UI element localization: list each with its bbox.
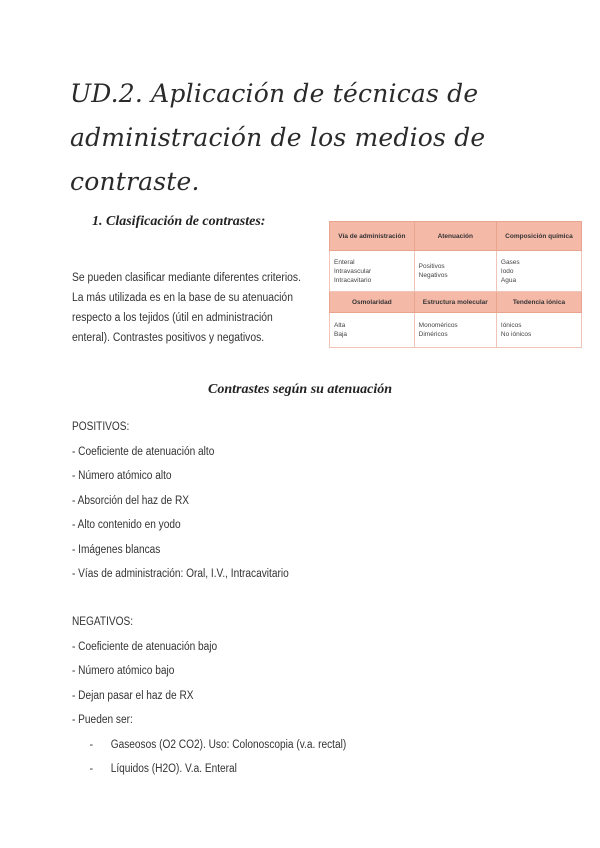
table-header-cell: Osmolaridad: [330, 292, 415, 313]
cell-line: Monoméricos: [418, 322, 458, 329]
table-cell: [330, 313, 415, 348]
sub-list-item: [72, 733, 512, 758]
section-heading-clasificacion: 1. Clasificación de contrastes:: [92, 214, 266, 229]
table-header-cell: Composición química: [496, 222, 581, 251]
cell-line: Enteral: [334, 258, 355, 266]
page-title: UD.2. Aplicación de técnicas de administración de los medios de contraste.: [70, 79, 486, 196]
cell-line: Positivos: [418, 263, 445, 270]
cell-line: Iodo: [500, 267, 514, 275]
list-item: - Coeficiente de atenuación alto: [72, 445, 215, 458]
table-header-row: [330, 292, 582, 313]
list-item: - Alto contenido en yodo: [72, 519, 181, 531]
cell-line: Gases: [500, 258, 520, 266]
list-item: - Imágenes blancas: [72, 543, 161, 556]
cell-line: Baja: [334, 331, 348, 338]
negativos-block: [72, 610, 512, 782]
sub-list-marker: -: [89, 763, 93, 775]
table-cell: [330, 251, 415, 292]
list-item: - Pueden ser:: [72, 714, 133, 726]
section-heading-atenuacion: Contrastes según su atenuación: [208, 382, 392, 397]
list-item: - Número atómico alto: [72, 470, 172, 482]
cell-line: Intravascular: [334, 267, 372, 275]
positivos-list: [72, 440, 512, 587]
cell-line: No iónicos: [500, 331, 532, 338]
table-cell: [414, 313, 496, 348]
table-row: [330, 251, 582, 292]
intro-paragraph: Se pueden clasificar mediante diferentes criterios. La más utilizada es en la base de su atenuación respecto a los tejidos (útil en administración enteral). Contrastes positivos y negativos.: [72, 272, 301, 344]
cell-line: Alta: [334, 322, 346, 329]
cell-line: Negativos: [418, 272, 448, 279]
table-header-cell: Vía de administración: [330, 222, 415, 251]
table-header-cell: Atenuación: [414, 222, 496, 251]
cell-line: Iónicos: [500, 322, 522, 329]
list-item: - Dejan pasar el haz de RX: [72, 689, 194, 702]
sub-list-item: [72, 757, 512, 782]
table-header-cell: Tendencia iónica: [496, 292, 581, 313]
sub-list-marker: -: [89, 738, 93, 751]
table-header-cell: Estructura molecular: [414, 292, 496, 313]
list-item: - Vías de administración: Oral, I.V., Intracavitario: [72, 568, 289, 580]
table-cell: [496, 313, 581, 348]
table-cell: [414, 251, 496, 292]
positivos-label: POSITIVOS:: [72, 421, 130, 433]
cell-line: Intracavitario: [334, 276, 372, 284]
table-cell: [496, 251, 581, 292]
negativos-list: [72, 635, 512, 782]
sub-list-text: Líquidos (H2O). V.a. Enteral: [110, 763, 237, 775]
list-item: - Absorción del haz de RX: [72, 494, 190, 507]
cell-line: Agua: [500, 276, 517, 284]
negativos-label: NEGATIVOS:: [72, 616, 134, 628]
cell-line: Diméricos: [418, 331, 448, 338]
list-item: - Coeficiente de atenuación bajo: [72, 640, 218, 653]
list-item: - Número atómico bajo: [72, 665, 175, 677]
table-row: [330, 313, 582, 348]
positivos-block: [72, 415, 512, 587]
sub-list-text: Gaseosos (O2 CO2). Uso: Colonoscopia (v.a. rectal): [110, 738, 347, 751]
table-header-row: [330, 222, 582, 251]
classification-table: [329, 221, 582, 348]
